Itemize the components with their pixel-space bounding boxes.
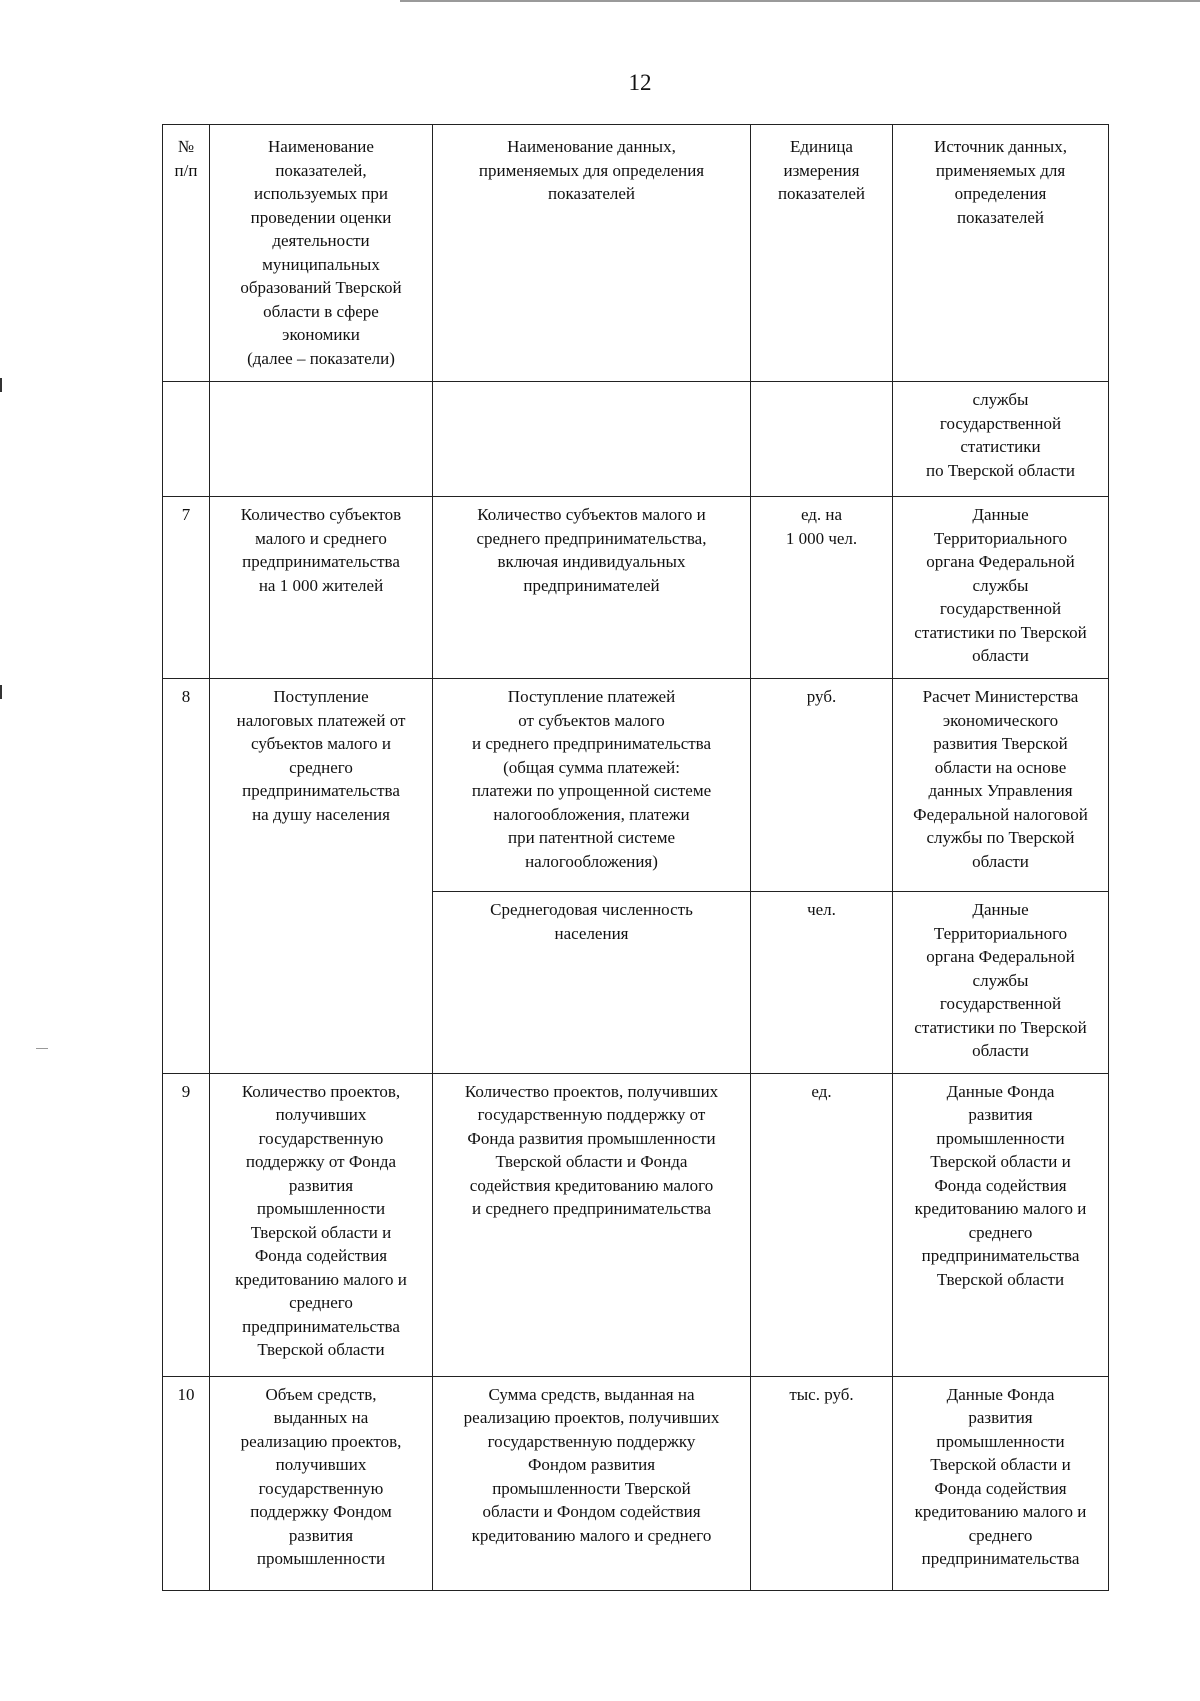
- row-data-name: Количество проектов, получивших государственную поддержку от Фонда развития промышленности Тверской области и Фонда содействия кредитованию малого и среднего предпринимательства: [433, 1073, 751, 1376]
- header-data-name: Наименование данных, применяемых для определения показателей: [433, 125, 751, 382]
- header-number: № п/п: [163, 125, 210, 382]
- row-data-name: Количество субъектов малого и среднего предпринимательства, включая индивидуальных предпринимателей: [433, 497, 751, 679]
- row-unit: ед.: [751, 1073, 893, 1376]
- row-source: службы государственной статистики по Тверской области: [893, 382, 1109, 497]
- row-source: Данные Фонда развития промышленности Тверской области и Фонда содействия кредитованию малого и среднего предпринимательства: [893, 1376, 1109, 1590]
- table-header-row: [163, 125, 1109, 382]
- row-indicator-name: Количество субъектов малого и среднего предпринимательства на 1 000 жителей: [210, 497, 433, 679]
- row-data-name: Среднегодовая численность населения: [433, 892, 751, 1074]
- row-unit: [751, 382, 893, 497]
- row-unit: тыс. руб.: [751, 1376, 893, 1590]
- header-indicator-name: Наименование показателей, используемых при проведении оценки деятельности муниципальных образований Тверской области в сфере экономики (далее – показатели): [210, 125, 433, 382]
- row-source: Данные Фонда развития промышленности Тверской области и Фонда содействия кредитованию малого и среднего предпринимательства Тверской области: [893, 1073, 1109, 1376]
- table-row: [163, 382, 1109, 497]
- row-number: 10: [163, 1376, 210, 1590]
- left-margin-mark: [0, 378, 2, 392]
- row-data-name: Поступление платежей от субъектов малого и среднего предпринимательства (общая сумма платежей: платежи по упрощенной системе налогообложения, платежи при патентной системе налогообложения): [433, 679, 751, 892]
- left-margin-mark: [0, 685, 2, 699]
- row-number: [163, 382, 210, 497]
- row-indicator-name: Объем средств, выданных на реализацию проектов, получивших государственную поддержку Фондом развития промышленности: [210, 1376, 433, 1590]
- row-number: 7: [163, 497, 210, 679]
- indicators-table: [162, 124, 1109, 1591]
- row-source: Данные Территориального органа Федеральной службы государственной статистики по Тверской области: [893, 497, 1109, 679]
- row-data-name: Сумма средств, выданная на реализацию проектов, получивших государственную поддержку Фондом развития промышленности Тверской области и Фондом содействия кредитованию малого и среднего: [433, 1376, 751, 1590]
- row-data-name: [433, 382, 751, 497]
- left-margin-dash: [36, 1048, 48, 1049]
- top-edge-line: [400, 0, 1200, 2]
- row-source: Данные Территориального органа Федеральной службы государственной статистики по Тверской области: [893, 892, 1109, 1074]
- row-indicator-name: Количество проектов, получивших государственную поддержку от Фонда развития промышленности Тверской области и Фонда содействия кредитованию малого и среднего предпринимательства Тверской области: [210, 1073, 433, 1376]
- table-row: [163, 679, 1109, 892]
- table-row: [163, 497, 1109, 679]
- row-indicator-name: Поступление налоговых платежей от субъектов малого и среднего предпринимательства на душу населения: [210, 679, 433, 1074]
- row-unit: ед. на 1 000 чел.: [751, 497, 893, 679]
- row-number: 8: [163, 679, 210, 1074]
- header-unit: Единица измерения показателей: [751, 125, 893, 382]
- table-row: [163, 1376, 1109, 1590]
- table-row: [163, 1073, 1109, 1376]
- row-indicator-name: [210, 382, 433, 497]
- row-number: 9: [163, 1073, 210, 1376]
- row-unit: руб.: [751, 679, 893, 892]
- header-source: Источник данных, применяемых для определения показателей: [893, 125, 1109, 382]
- page-number: 12: [628, 70, 652, 95]
- row-source: Расчет Министерства экономического развития Тверской области на основе данных Управления Федеральной налоговой службы по Тверской области: [893, 679, 1109, 892]
- row-unit: чел.: [751, 892, 893, 1074]
